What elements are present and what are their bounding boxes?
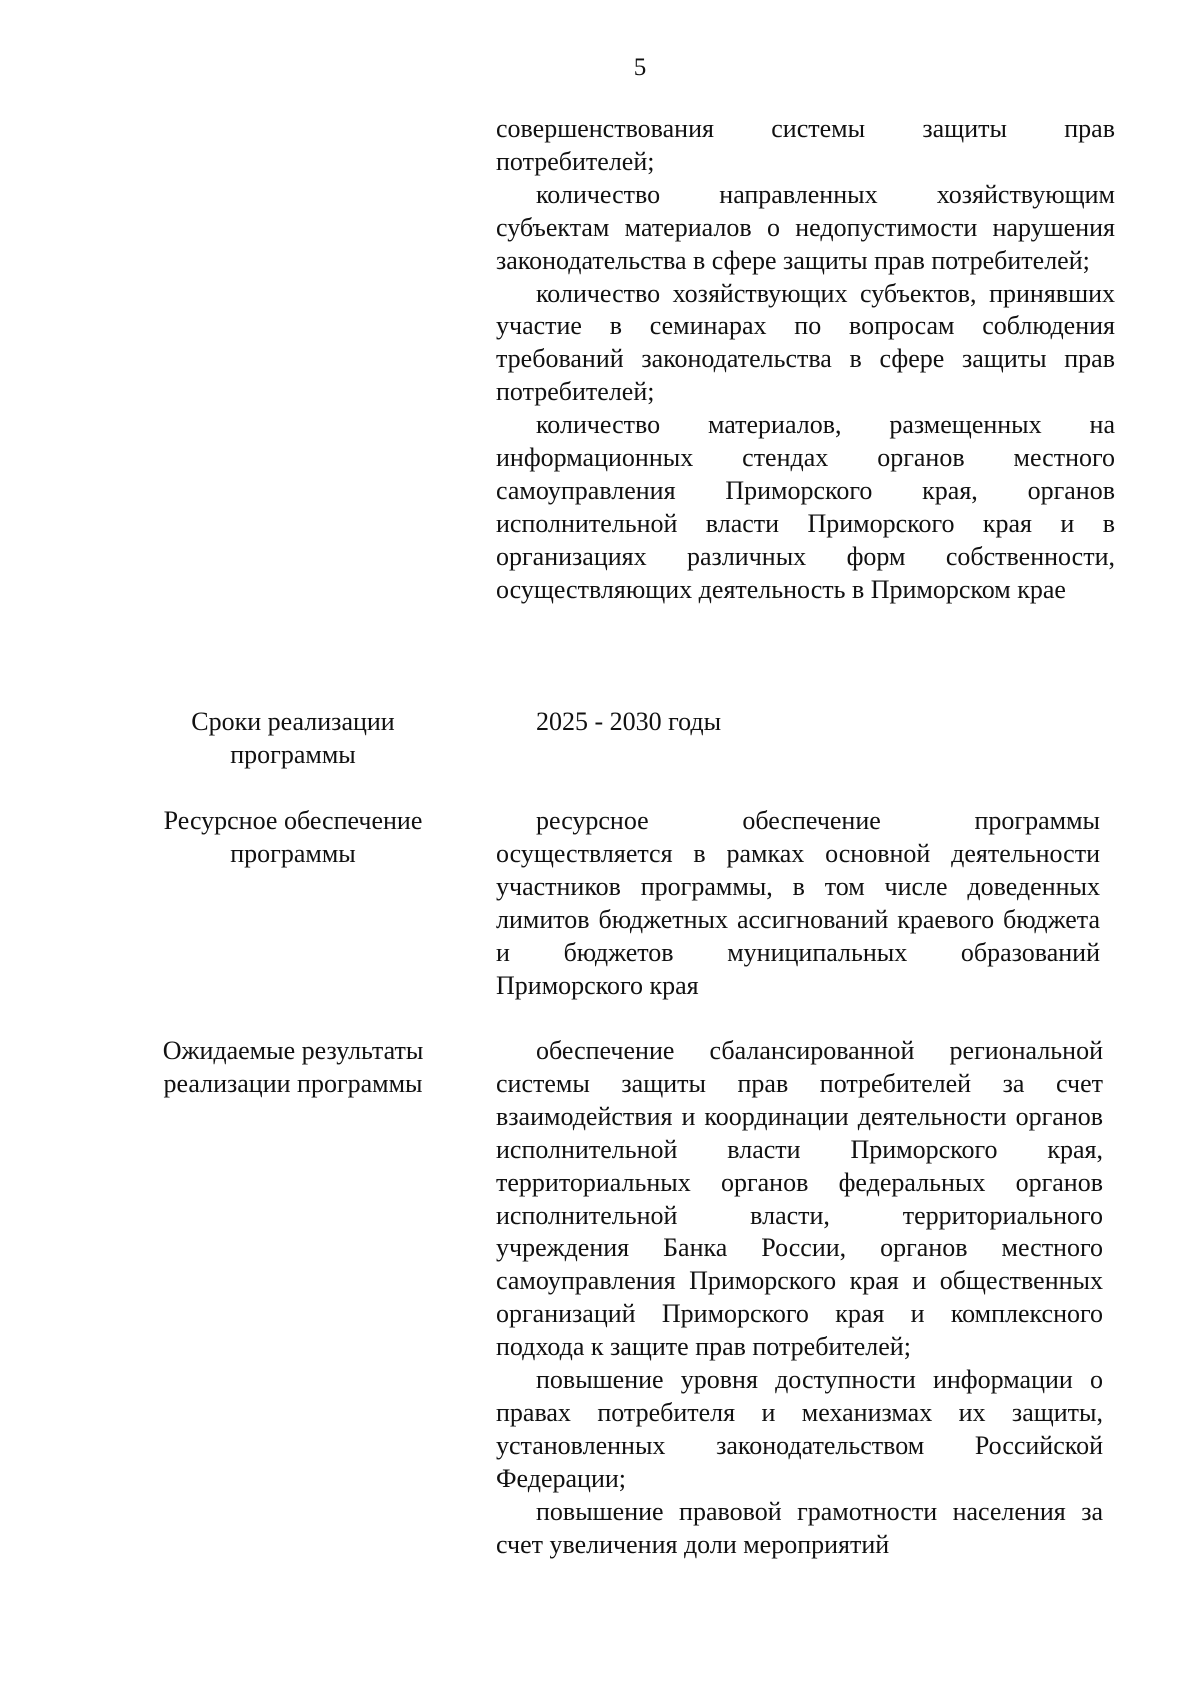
period-label: Сроки реализации программы (191, 707, 395, 769)
period-value: 2025 - 2030 годы (536, 707, 722, 736)
results-value-block (496, 1035, 1103, 1562)
period-value-block (496, 706, 1112, 739)
resources-label: Ресурсное обеспечение программы (163, 806, 423, 868)
indicator-text: количество материалов, размещенных на информационных стендах органов местного самоуправления Приморского края, органов исполнительной власти Приморского края и в организациях различных форм собственности, осуществляющих деятельность в Приморском крае (496, 410, 1115, 604)
indicator-text: количество хозяйствующих субъектов, принявших участие в семинарах по вопросам соблюдения требований законодательства в сфере защиты прав потребителей; (496, 278, 1115, 407)
indicator-text: совершенствования системы защиты прав потребителей; (496, 114, 1115, 176)
resources-value-block (496, 805, 1100, 1002)
resources-value: ресурсное обеспечение программы осуществляется в рамках основной деятельности участников программы, в том числе доведенных лимитов бюджетных ассигнований краевого бюджета и бюджетов муниципальных образований Приморского края (496, 806, 1100, 1000)
results-label: Ожидаемые результаты реализации программы (162, 1036, 424, 1098)
result-item: повышение правовой грамотности населения за счет увеличения доли мероприятий (496, 1496, 1103, 1559)
result-item: повышение уровня доступности информации о правах потребителя и механизмах их защиты, установленных законодательством Российской Федерации; (496, 1365, 1103, 1493)
page-number: 5 (633, 54, 647, 81)
result-item: обеспечение сбалансированной региональной системы защиты прав потребителей за счет взаимодействия и координации деятельности органов исполнительной власти Приморского края, территориальных органов федеральных органов исполнительной власти, территориального учреждения Банка России, органов местного самоуправления Приморского края и общественных организаций Приморского края и комплексного подхода к защите прав потребителей; (496, 1036, 1103, 1362)
indicator-text: количество направленных хозяйствующим субъектам материалов о недопустимости нарушения законодательства в сфере защиты прав потребителей; (496, 179, 1115, 275)
indicators-continued-block (496, 113, 1115, 607)
